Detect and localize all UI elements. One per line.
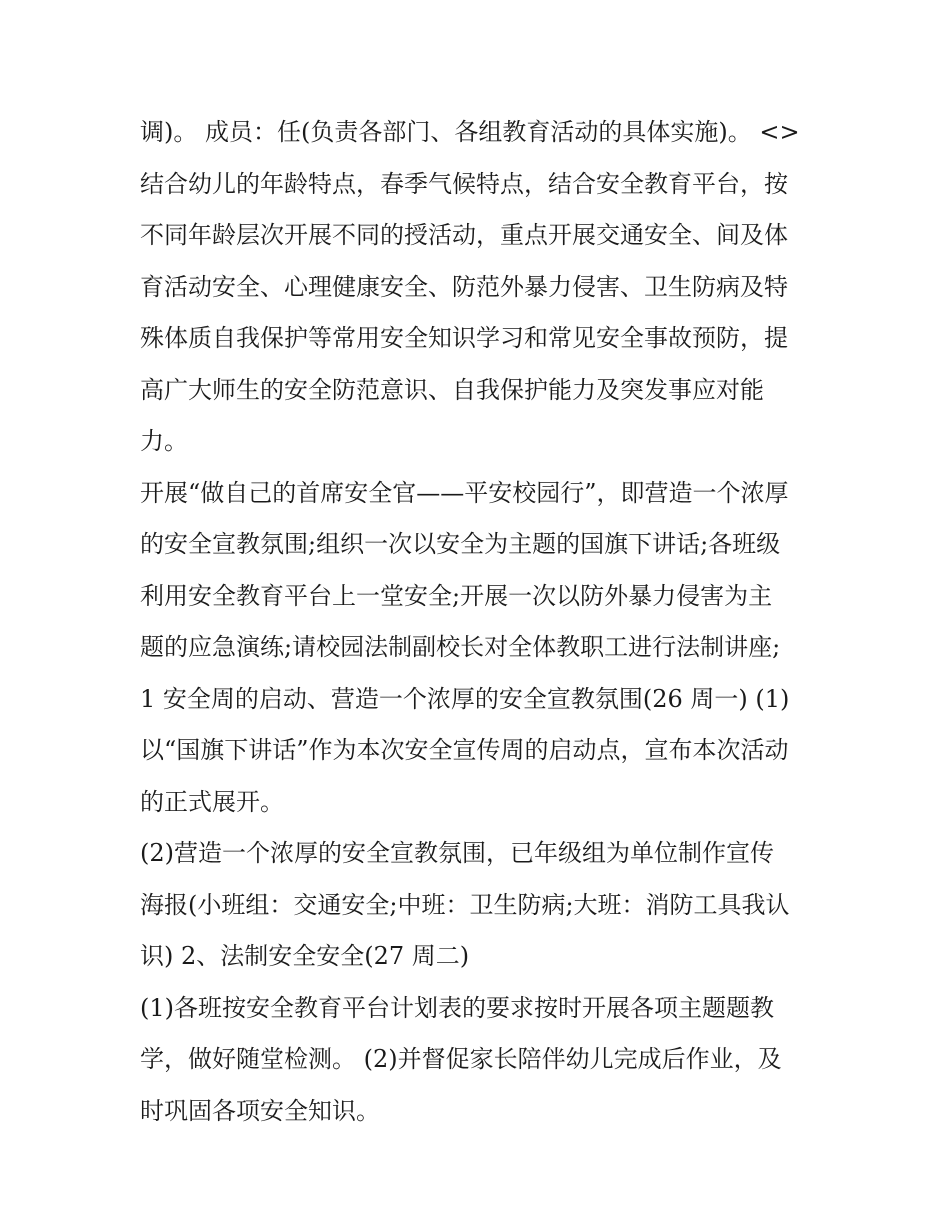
text-line: 海报(小班组：交通安全;中班：卫生防病;大班：消防工具我认 bbox=[140, 890, 790, 919]
text-line: 学，做好随堂检测。 (2)并督促家长陪伴幼儿完成后作业，及 bbox=[140, 1045, 782, 1073]
text-line: (1)各班按安全教育平台计划表的要求按时开展各项主题题教 bbox=[140, 993, 774, 1022]
text-line: 高广大师生的安全防范意识、自我保护能力及突发事应对能 bbox=[140, 375, 764, 404]
text-line: 以“国旗下讲话”作为本次安全宣传周的启动点，宣布本次活动 bbox=[140, 736, 789, 764]
text-line: 的安全宣教氛围;组织一次以安全为主题的国旗下讲话;各班级 bbox=[140, 530, 781, 558]
text-line: 调)。 成员：任(负责各部门、各组教育活动的具体实施)。 <> bbox=[140, 118, 800, 146]
text-line: 殊体质自我保护等常用安全知识学习和常见安全事故预防，提 bbox=[140, 324, 788, 352]
text-line: (2)营造一个浓厚的安全宣教氛围，已年级组为单位制作宣传 bbox=[140, 839, 774, 867]
text-line: 育活动安全、心理健康安全、防范外暴力侵害、卫生防病及特 bbox=[140, 272, 788, 301]
document-body bbox=[140, 107, 820, 1137]
text-line: 1 安全周的启动、营造一个浓厚的安全宣教氛围(26 周一) (1) bbox=[140, 684, 790, 713]
text-line: 时巩固各项安全知识。 bbox=[140, 1096, 380, 1125]
text-line: 识) 2、法制安全安全(27 周二) bbox=[140, 942, 470, 970]
text-line: 结合幼儿的年龄特点，春季气候特点，结合安全教育平台，按 bbox=[140, 169, 788, 198]
text-line: 不同年龄层次开展不同的授活动，重点开展交通安全、间及体 bbox=[140, 221, 788, 249]
text-line: 的正式展开。 bbox=[140, 787, 284, 816]
text-line: 开展“做自己的首席安全官——平安校园行”，即营造一个浓厚 bbox=[140, 478, 789, 507]
text-line: 利用安全教育平台上一堂安全;开展一次以防外暴力侵害为主 bbox=[140, 581, 773, 610]
text-line: 力。 bbox=[140, 427, 188, 455]
text-line: 题的应急演练;请校园法制副校长对全体教职工进行法制讲座; bbox=[140, 633, 781, 661]
